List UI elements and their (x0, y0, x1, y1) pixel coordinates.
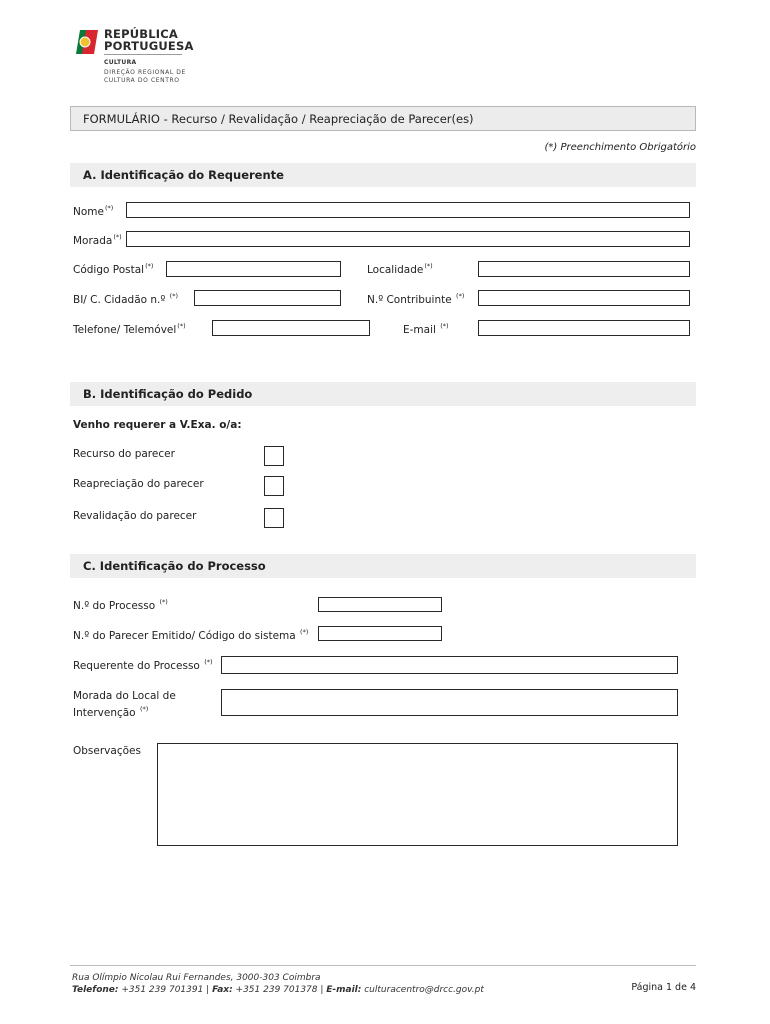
section-a-header: A. Identificação do Requerente (70, 163, 696, 187)
morada-local-field[interactable] (221, 689, 678, 716)
logo-title-line2: PORTUGUESA (104, 39, 194, 53)
logo-title-line1: REPÚBLICA (104, 27, 178, 41)
form-title: FORMULÁRIO - Recurso / Revalidação / Reapreciação de Parecer(es) (70, 106, 696, 131)
requerente-processo-label: Requerente do Processo (*) (73, 658, 213, 672)
footer-address: Rua Olímpio Nicolau Rui Fernandes, 3000-303 Coimbra (72, 973, 321, 983)
morada-label: Morada(*) (73, 233, 122, 247)
morada-local-label (73, 690, 176, 720)
page-number: Página 1 de 4 (631, 982, 696, 993)
logo-direcao-regional (104, 69, 204, 84)
pedido-intro: Venho requerer a V.Exa. o/a: (73, 419, 242, 431)
email-field[interactable] (478, 320, 690, 336)
n-processo-label: N.º do Processo (*) (73, 598, 168, 612)
option-recurso-label: Recurso do parecer (73, 448, 175, 460)
option-revalidacao-checkbox[interactable] (264, 508, 284, 528)
bi-field[interactable] (194, 290, 341, 306)
contribuinte-field[interactable] (478, 290, 690, 306)
option-revalidacao-label: Revalidação do parecer (73, 510, 197, 522)
morada-local-label-line1: Morada do Local de (73, 690, 176, 702)
logo-cultura: CULTURA (104, 59, 137, 66)
section-c-header: C. Identificação do Processo (70, 554, 696, 578)
telefone-label: Telefone/ Telemóvel(*) (73, 322, 186, 336)
telefone-field[interactable] (212, 320, 370, 336)
section-b-header: B. Identificação do Pedido (70, 382, 696, 406)
required-note: (*) Preenchimento Obrigatório (544, 142, 696, 153)
codigo-postal-label: Código Postal(*) (73, 262, 154, 276)
bi-label: BI/ C. Cidadão n.º (*) (73, 292, 178, 306)
n-parecer-field[interactable] (318, 626, 442, 641)
morada-field[interactable] (126, 231, 690, 247)
footer-divider (70, 965, 696, 966)
observacoes-field[interactable] (157, 743, 678, 846)
option-reapreciacao-checkbox[interactable] (264, 476, 284, 496)
codigo-postal-field[interactable] (166, 261, 341, 277)
localidade-label: Localidade(*) (367, 262, 433, 276)
observacoes-label: Observações (73, 745, 141, 757)
nome-field[interactable] (126, 202, 690, 218)
logo-direcao-line1: DIREÇÃO REGIONAL DE (104, 69, 186, 76)
contribuinte-label: N.º Contribuinte (*) (367, 292, 465, 306)
option-reapreciacao-label: Reapreciação do parecer (73, 478, 204, 490)
logo-direcao-line2: CULTURA DO CENTRO (104, 76, 180, 84)
logo-divider (104, 54, 182, 55)
morada-local-label-line2: Intervenção (*) (73, 705, 149, 719)
email-label: E-mail (*) (403, 322, 449, 336)
option-recurso-checkbox[interactable] (264, 446, 284, 466)
requerente-processo-field[interactable] (221, 656, 678, 674)
logo-title (104, 28, 194, 52)
nome-label: Nome(*) (73, 204, 114, 218)
n-processo-field[interactable] (318, 597, 442, 612)
republica-portuguesa-logo-icon (74, 28, 100, 56)
n-parecer-label: N.º do Parecer Emitido/ Código do sistema (*) (73, 628, 309, 642)
localidade-field[interactable] (478, 261, 690, 277)
footer-contacts: Telefone: +351 239 701391 | Fax: +351 239 701378 | E-mail: culturacentro@drcc.gov.pt (72, 985, 484, 995)
